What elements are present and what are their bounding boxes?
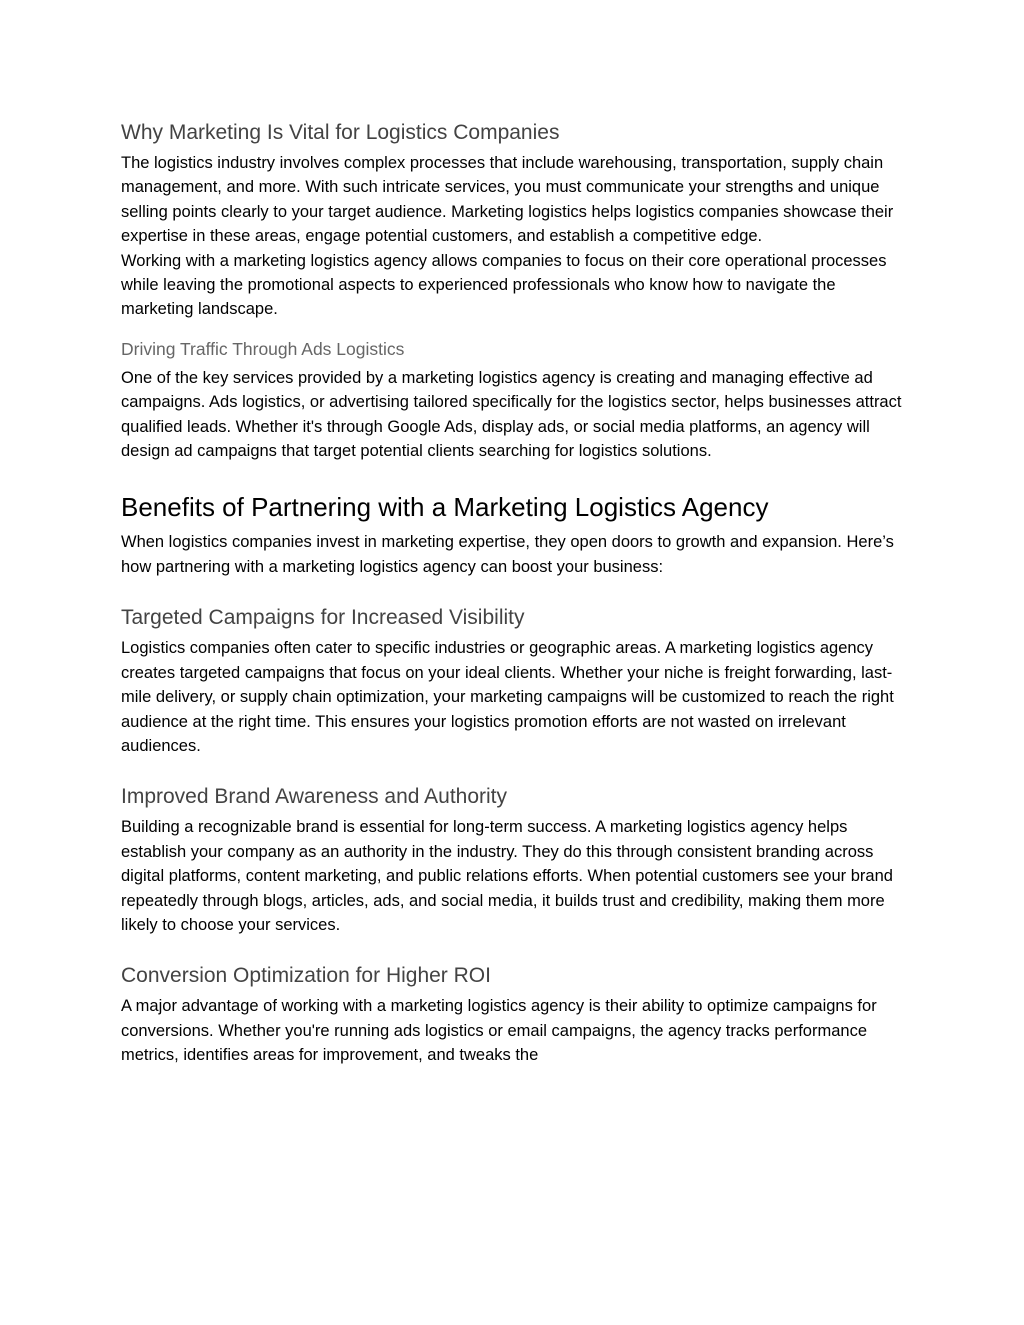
heading-brand-awareness: Improved Brand Awareness and Authority <box>121 785 508 809</box>
paragraph-benefits: When logistics companies invest in marketing expertise, they open doors to growth and expansion. Here’s how partnering with a marketing logistics agency can boost your business: <box>121 533 894 576</box>
paragraph-targeted-campaigns: Logistics companies often cater to specific industries or geographic areas. A marketing logistics agency creates targeted campaigns that focus on your ideal clients. Whether your niche is freight forwarding, last-mile delivery, or supply chain optimization, your marketing campaigns will be customized to reach the right audience at the right time. This ensures your logistics promotion efforts are not wasted on irrelevant audiences. <box>121 639 894 755</box>
heading-targeted-campaigns: Targeted Campaigns for Increased Visibility <box>121 606 525 630</box>
heading-conversion-optimization: Conversion Optimization for Higher ROI <box>121 964 491 988</box>
paragraph-conversion-optimization: A major advantage of working with a marketing logistics agency is their ability to optimize campaigns for conversions. Whether you're running ads logistics or email campaigns, the agency tracks performance metrics, identifies areas for improvement, and tweaks the <box>121 997 877 1065</box>
paragraph-driving-traffic: One of the key services provided by a marketing logistics agency is creating and managing effective ad campaigns. Ads logistics, or advertising tailored specifically for the logistics sector, helps businesses attract qualified leads. Whether it's through Google Ads, display ads, or social media platforms, an agency will design ad campaigns that target potential clients searching for logistics solutions. <box>121 368 902 461</box>
paragraph-brand-awareness: Building a recognizable brand is essential for long-term success. A marketing logistics agency helps establish your company as an authority in the industry. They do this through consistent branding across digital platforms, content marketing, and public relations efforts. When potential customers see your brand repeatedly through blogs, articles, ads, and social media, it builds trust and credibility, making them more likely to choose your services. <box>121 818 893 934</box>
heading-why-marketing: Why Marketing Is Vital for Logistics Companies <box>121 121 560 144</box>
document-page <box>121 118 906 1068</box>
paragraph-why-marketing-2: Working with a marketing logistics agency allows companies to focus on their core operational processes while leaving the promotional aspects to experienced professionals who know how to navigate the marketing landscape. <box>121 251 887 319</box>
paragraph-why-marketing-1: The logistics industry involves complex processes that include warehousing, transportation, supply chain management, and more. With such intricate services, you must communicate your strengths and unique selling points clearly to your target audience. Marketing logistics helps logistics companies showcase their expertise in these areas, engage potential customers, and establish a competitive edge. <box>121 154 894 246</box>
heading-benefits: Benefits of Partnering with a Marketing Logistics Agency <box>121 492 769 523</box>
heading-driving-traffic: Driving Traffic Through Ads Logistics <box>121 338 405 359</box>
